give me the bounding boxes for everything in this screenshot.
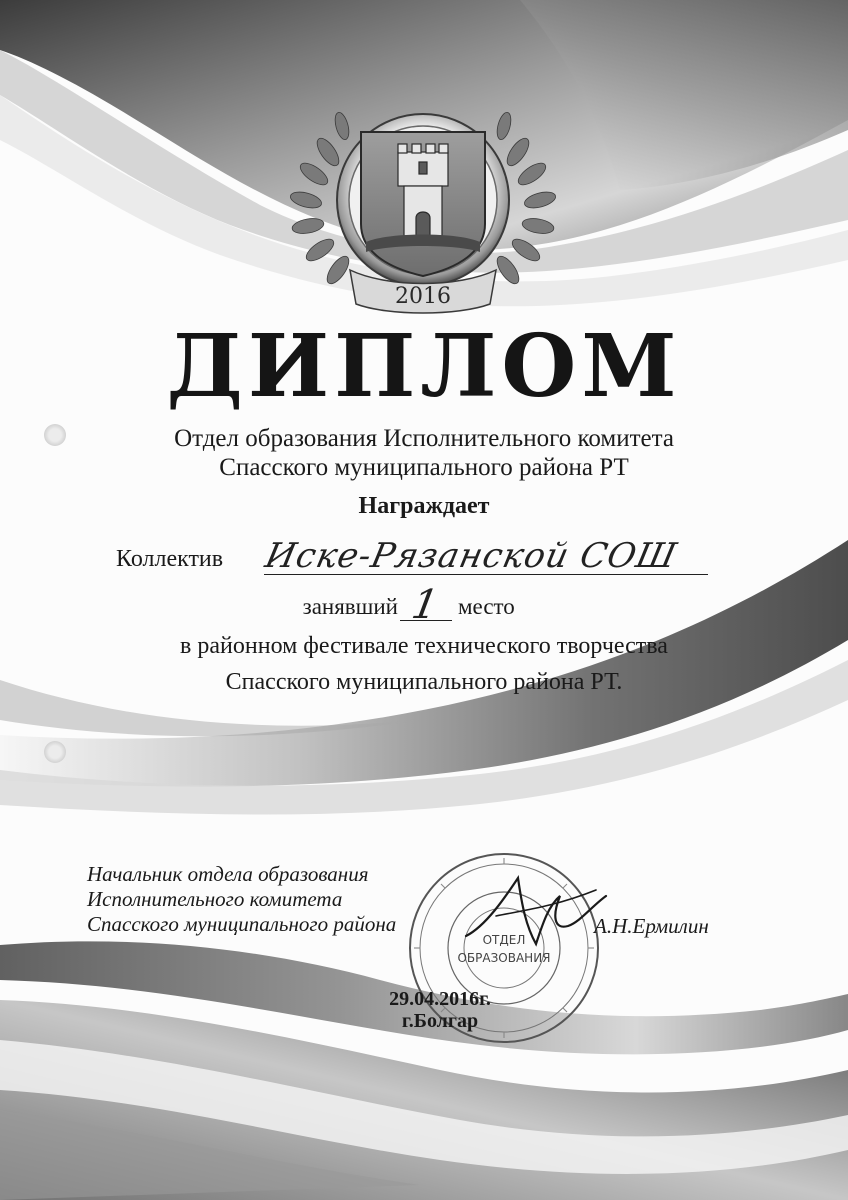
place-handwritten: 1 (408, 582, 442, 628)
recipient-underline (264, 574, 708, 575)
event-block (0, 628, 848, 700)
punch-hole-bottom (44, 741, 66, 763)
issue-block (360, 988, 520, 1032)
signatory-line-3: Спасского муниципального района (87, 912, 397, 936)
coat-of-arms-emblem (258, 92, 588, 322)
signature-scribble (456, 866, 616, 956)
issue-place: г.Болгар (401, 1010, 479, 1032)
place-row (0, 582, 848, 628)
event-line-2: Спасского муниципального района РТ. (225, 669, 623, 695)
signatory-block (87, 862, 396, 937)
recipient-handwritten: Иске-Рязанской СОШ (261, 536, 681, 576)
diploma-title: ДИПЛОМ (166, 316, 682, 417)
issue-date: 29.04.2016г. (389, 988, 491, 1010)
stamp-center-line-2: ОБРАЗОВАНИЯ (457, 951, 551, 965)
signatory-line-2: Исполнительного комитета (87, 887, 343, 911)
signatory-name: А.Н.Ермилин (594, 914, 709, 938)
place-suffix: место (458, 594, 515, 619)
awards-label: Награждает (358, 493, 490, 519)
event-line-1: в районном фестивале технического творчества (180, 633, 668, 659)
place-prefix: занявший (302, 594, 398, 619)
issuer-line-2: Спасского муниципального района РТ (219, 454, 629, 481)
stamp-center-line-1: ОТДЕЛ (482, 933, 526, 947)
issuer-block (0, 424, 848, 482)
place-underline (400, 620, 452, 621)
emblem-year: 2016 (395, 284, 451, 309)
recipient-label: Коллектив (116, 546, 224, 572)
tower-icon (398, 144, 448, 236)
issuer-line-1: Отдел образования Исполнительного комитета (174, 425, 674, 452)
recipient-row (116, 536, 716, 580)
signatory-line-1: Начальник отдела образования (87, 862, 369, 886)
